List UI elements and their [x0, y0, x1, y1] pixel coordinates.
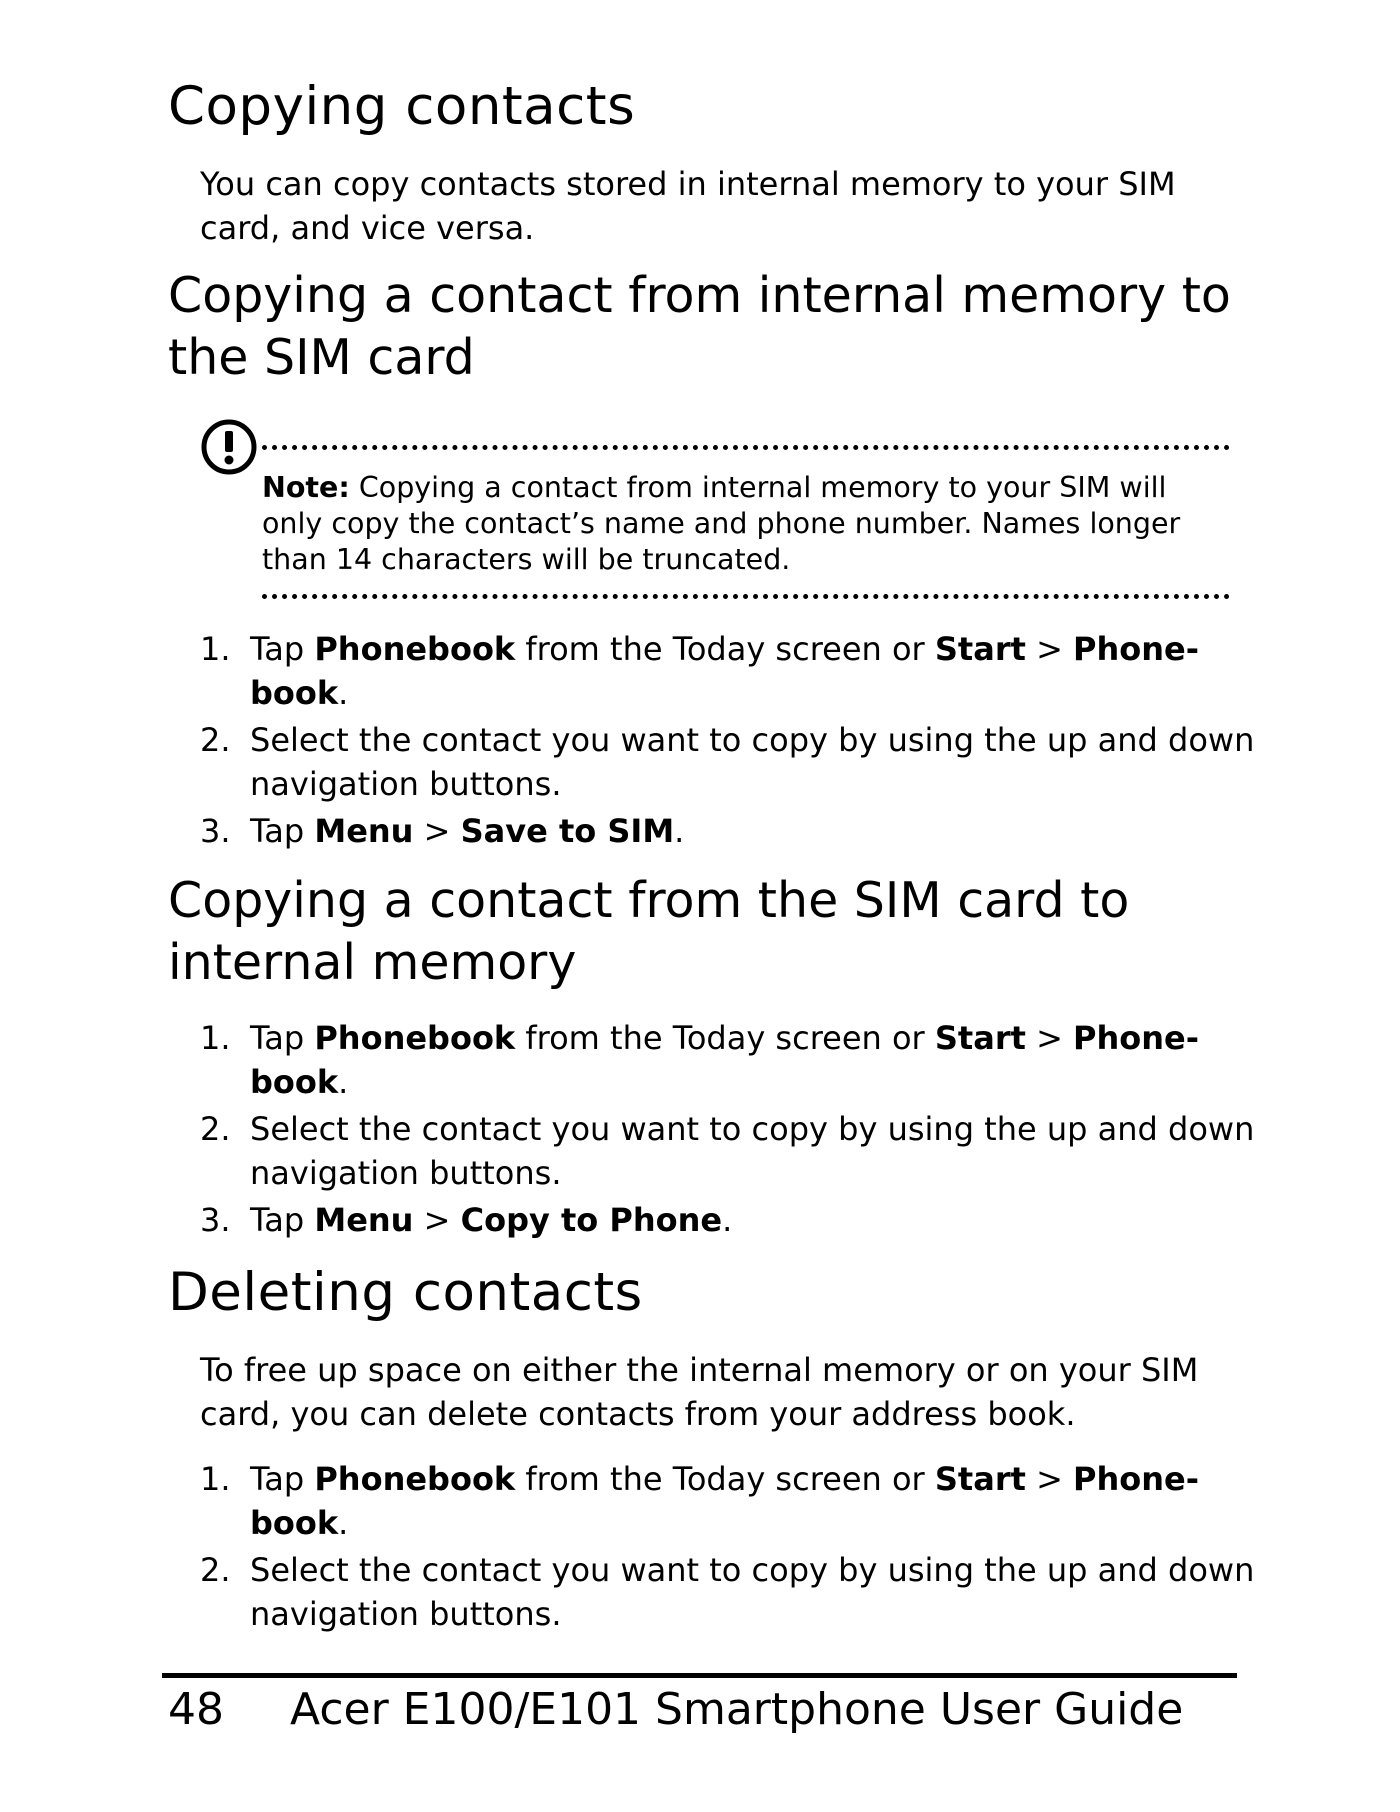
step-number: 2.: [200, 1110, 231, 1148]
step-bold: Phone-book: [250, 1019, 1200, 1101]
steps-copy-to-sim: [200, 627, 1260, 856]
note-body: Copying a contact from internal memory to your SIM will only copy the contact’s name and phone number. Names longer than 14 characters will be truncated.: [262, 471, 1181, 576]
list-item: [200, 1016, 1260, 1104]
step-text: Tap: [250, 812, 315, 850]
heading-copying-contacts: Copying contacts: [168, 76, 636, 137]
note-box: [200, 418, 1230, 600]
step-bold: Start: [934, 1460, 1026, 1498]
heading-deleting-contacts: Deleting contacts: [168, 1262, 643, 1323]
step-text: Tap: [250, 630, 315, 668]
heading-copy-to-sim: Copying a contact from internal memory to the SIM card: [168, 267, 1231, 386]
note-text: [262, 470, 1232, 578]
note-label: Note:: [262, 471, 350, 504]
step-number: 3.: [200, 1201, 231, 1239]
deleting-intro-paragraph: To free up space on either the internal memory or on your SIM card, you can delete contacts from your address book.: [200, 1351, 1199, 1433]
step-text: >: [1025, 630, 1074, 668]
step-bold: Phonebook: [314, 1019, 516, 1057]
heading-copy-from-sim: Copying a contact from the SIM card to internal memory: [168, 872, 1130, 991]
list-item: [200, 1107, 1260, 1195]
step-bold: Start: [934, 1019, 1026, 1057]
step-text: Tap: [250, 1460, 315, 1498]
step-text: >: [1025, 1019, 1074, 1057]
step-number: 1.: [200, 630, 231, 668]
step-text: Select the contact you want to copy by using the up and down navigation buttons.: [250, 1110, 1255, 1192]
page-footer: [168, 1682, 1183, 1738]
step-bold: Phonebook: [314, 1460, 516, 1498]
step-text: from the Today screen or: [515, 1019, 935, 1057]
step-number: 2.: [200, 721, 231, 759]
list-item: [200, 1457, 1260, 1545]
step-text: Tap: [250, 1019, 315, 1057]
step-text: .: [338, 674, 349, 712]
step-text: .: [722, 1201, 733, 1239]
step-number: 2.: [200, 1551, 231, 1589]
list-item: [200, 1198, 1260, 1242]
step-text: Select the contact you want to copy by using the up and down navigation buttons.: [250, 1551, 1255, 1633]
steps-deleting: [200, 1457, 1260, 1639]
step-text: Select the contact you want to copy by using the up and down navigation buttons.: [250, 721, 1255, 803]
step-number: 1.: [200, 1460, 231, 1498]
step-bold: Phone-book: [250, 1460, 1200, 1542]
note-top-divider: [262, 445, 1230, 450]
step-number: 3.: [200, 812, 231, 850]
step-text: from the Today screen or: [515, 1460, 935, 1498]
step-bold: Save to SIM: [460, 812, 675, 850]
step-bold: Start: [934, 630, 1026, 668]
copying-intro-paragraph: You can copy contacts stored in internal memory to your SIM card, and vice versa.: [200, 165, 1176, 247]
step-bold: Menu: [314, 1201, 414, 1239]
footer-rule: [162, 1673, 1237, 1678]
step-text: from the Today screen or: [515, 630, 935, 668]
step-text: >: [413, 1201, 461, 1239]
steps-copy-from-sim: [200, 1016, 1260, 1245]
footer-title: Acer E100/E101 Smartphone User Guide: [290, 1684, 1184, 1735]
step-bold: Phone-book: [250, 630, 1200, 712]
step-bold: Copy to Phone: [460, 1201, 723, 1239]
step-text: >: [1025, 1460, 1074, 1498]
list-item: [200, 809, 1260, 853]
step-text: .: [674, 812, 685, 850]
step-text: >: [413, 812, 461, 850]
list-item: [200, 627, 1260, 715]
step-text: .: [338, 1063, 349, 1101]
step-text: .: [338, 1504, 349, 1542]
step-number: 1.: [200, 1019, 231, 1057]
exclamation-circle-icon: [200, 418, 260, 478]
note-bottom-divider: [262, 594, 1230, 599]
step-text: Tap: [250, 1201, 315, 1239]
list-item: [200, 1548, 1260, 1636]
page-number: 48: [168, 1684, 224, 1735]
step-bold: Phonebook: [314, 630, 516, 668]
step-bold: Menu: [314, 812, 414, 850]
list-item: [200, 718, 1260, 806]
